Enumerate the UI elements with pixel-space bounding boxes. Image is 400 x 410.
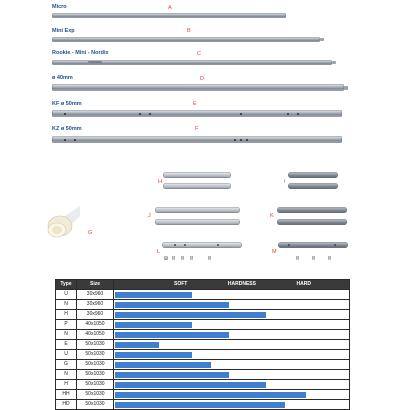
bolt — [190, 256, 193, 260]
hardness-bar — [115, 332, 229, 339]
hardness-bar — [115, 362, 211, 369]
table-row — [56, 360, 350, 370]
spacer-bar-h-top — [163, 172, 231, 178]
bolt — [172, 256, 175, 260]
type-cell: HH — [56, 390, 77, 400]
washer — [164, 256, 168, 260]
hardness-soft-label: SOFT — [174, 281, 188, 287]
hardness-bar — [115, 382, 266, 389]
part-letter-i: I — [284, 179, 286, 185]
part-letter-j: J — [148, 213, 151, 219]
bolt — [208, 256, 211, 260]
part-letter-k: K — [270, 213, 274, 219]
bolt — [296, 256, 299, 260]
axle-cap-image — [44, 206, 80, 242]
size-cell: 50x1030 — [77, 390, 114, 400]
column-header-type: Type — [56, 280, 77, 290]
size-cell: 30x960 — [77, 290, 114, 300]
spacer-bar-h-bottom — [163, 183, 231, 189]
axle-label-kz-50mm: KZ ø 50mm — [52, 126, 82, 132]
table-row — [56, 390, 350, 400]
type-cell: N — [56, 300, 77, 310]
axle-mini-exp — [52, 37, 320, 42]
part-letter-h: H — [158, 179, 162, 185]
table-row — [56, 290, 350, 300]
hardness-cell — [114, 400, 350, 410]
hardness-cell — [114, 320, 350, 330]
type-cell: U — [56, 290, 77, 300]
size-cell: 30x960 — [77, 310, 114, 320]
type-cell: HD — [56, 400, 77, 410]
hardness-cell — [114, 340, 350, 350]
hardness-cell — [114, 390, 350, 400]
spacer-bar-k-bottom — [277, 219, 347, 225]
table-row — [56, 300, 350, 310]
type-cell: U — [56, 350, 77, 360]
hardness-cell — [114, 380, 350, 390]
table-row — [56, 370, 350, 380]
size-cell: 30x960 — [77, 300, 114, 310]
hardness-cell — [114, 360, 350, 370]
table-row — [56, 340, 350, 350]
size-cell: 40x1050 — [77, 330, 114, 340]
size-cell: 50x1030 — [77, 400, 114, 410]
hardness-cell — [114, 300, 350, 310]
hardness-bar — [115, 402, 285, 409]
axle-letter-d: D — [200, 76, 204, 82]
axle-40mm — [52, 84, 344, 91]
table-row — [56, 380, 350, 390]
hardness-cell — [114, 350, 350, 360]
type-cell: H — [56, 310, 77, 320]
spacer-bar-i-bottom — [288, 183, 338, 189]
spacer-bar-l — [162, 242, 242, 248]
axle-label-kf-50mm: KF ø 50mm — [52, 101, 82, 107]
axle-letter-a: A — [168, 5, 172, 11]
axle-micro — [52, 13, 286, 18]
table-row — [56, 310, 350, 320]
hardness-bar — [115, 292, 192, 299]
axle-letter-e: E — [193, 101, 197, 107]
hardness-table — [55, 279, 350, 410]
bolt — [312, 256, 315, 260]
table-row — [56, 330, 350, 340]
axle-label-micro: Micro — [52, 4, 67, 10]
hardness-bar — [115, 372, 229, 379]
hardness-bar — [115, 302, 229, 309]
axle-letter-b: B — [187, 28, 191, 34]
hardness-hard-label: HARD — [296, 281, 311, 287]
type-cell: N — [56, 330, 77, 340]
hardness-cell — [114, 290, 350, 300]
type-cell: G — [56, 360, 77, 370]
axle-letter-c: C — [197, 51, 201, 57]
spacer-bar-j-top — [155, 207, 240, 213]
spacer-bar-i-top — [288, 172, 338, 178]
size-cell: 50x1030 — [77, 370, 114, 380]
axle-kz-50mm — [52, 136, 342, 143]
axle-label-mini-exp: Mini Exp — [52, 28, 75, 34]
hardness-bar — [115, 312, 266, 319]
size-cell: 50x1030 — [77, 380, 114, 390]
part-letter-l: L — [157, 249, 161, 255]
hardness-label: HARDNESS — [227, 281, 256, 287]
bolt — [328, 256, 331, 260]
type-cell: P — [56, 320, 77, 330]
spacer-bar-j-bottom — [155, 219, 240, 225]
table-row — [56, 350, 350, 360]
table-row — [56, 400, 350, 410]
axle-letter-f: F — [195, 126, 199, 132]
table-row — [56, 320, 350, 330]
hardness-cell — [114, 370, 350, 380]
type-cell: H — [56, 380, 77, 390]
bolt — [181, 256, 184, 260]
part-letter-m: M — [272, 249, 277, 255]
part-letter-g: G — [88, 230, 93, 236]
size-cell: 50x1030 — [77, 360, 114, 370]
size-cell: 50x1030 — [77, 350, 114, 360]
hardness-bar — [115, 342, 159, 349]
type-cell: N — [56, 370, 77, 380]
column-header-size: Size — [77, 280, 114, 290]
size-cell: 40x1050 — [77, 320, 114, 330]
hardness-bar — [115, 322, 192, 329]
column-header-hardness — [114, 280, 350, 290]
size-cell: 50x1030 — [77, 340, 114, 350]
axle-label-40mm: ø 40mm — [52, 75, 73, 81]
hardness-bar — [115, 352, 192, 359]
hardness-bar — [115, 392, 306, 399]
spacer-bar-k-top — [277, 207, 347, 213]
hardness-cell — [114, 330, 350, 340]
type-cell: E — [56, 340, 77, 350]
axle-label-rookie: Rookie - Mini - Nordix — [52, 50, 109, 56]
spacer-bar-m — [278, 242, 348, 248]
hardness-cell — [114, 310, 350, 320]
axle-kf-50mm — [52, 110, 342, 117]
axle-rookie — [52, 60, 332, 65]
